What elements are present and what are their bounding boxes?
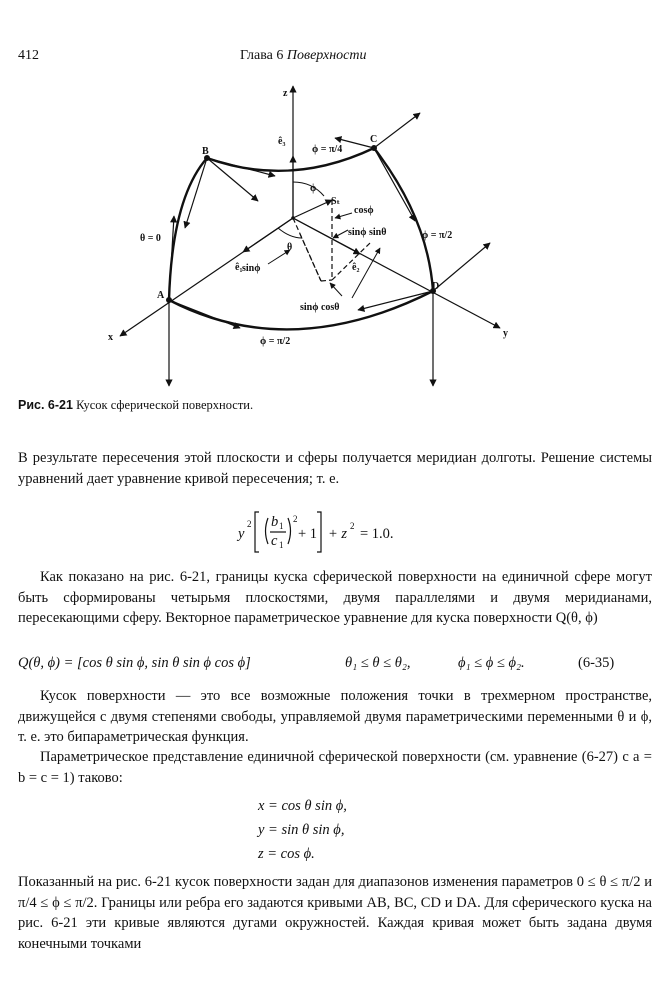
equation-1	[238, 508, 438, 556]
label-theta0: θ = 0	[140, 233, 161, 244]
eq1-exp-y: 2	[247, 519, 252, 529]
page-number: 412	[18, 48, 39, 63]
label-phi: ϕ	[310, 183, 317, 194]
edge-arrow	[169, 300, 240, 328]
paragraph-5: Показанный на рис. 6-21 кусок поверхности задан для диапазонов изменения параметров 0 ≤ θ ≤ π/2 и π/4 ≤ ϕ ≤ π/2. Границы или ребра его задаются кривыми AB, BC, CD и DA. Для сферического куска на рис. 6-21 эти кривые являются дугами окружностей. Каждая кривая может быть задана двумя конечными точками	[18, 874, 652, 952]
caption-label: Рис. 6-21	[18, 398, 73, 412]
point-origin	[291, 216, 295, 220]
label-z: z	[283, 88, 288, 99]
leader-arrow	[352, 248, 380, 298]
paragraph-1: В результате пересечения этой плоскости и сферы получается меридиан долготы. Решение системы уравнений дает уравнение кривой пересечения; т. е.	[18, 450, 652, 487]
paragraph-2: Как показано на рис. 6-21, границы куска сферической поверхности на единичной сфере могут быть сформированы четырьмя плоскостями, двумя параллелями и двумя меридианами, пересекающими сферу. Векторное параметрическое уравнение для куска поверхности Q(θ, ϕ)	[18, 569, 652, 626]
eq1-y: y	[238, 526, 245, 542]
eq1-exp-z: 2	[350, 521, 355, 531]
dashed-line	[321, 280, 332, 281]
eq3-line2: y = sin θ sin ϕ,	[258, 822, 345, 838]
curve-BC	[207, 148, 374, 171]
equation-sphere	[258, 794, 347, 866]
point-A	[166, 297, 172, 303]
edge-arrow	[433, 243, 490, 291]
edge-arrow	[374, 113, 420, 148]
label-C: C	[370, 134, 378, 145]
label-sinphicostheta: sinϕ cosθ	[300, 302, 340, 313]
eq2-lhs: Q(θ, ϕ) = [cos θ sin ϕ, sin θ sin ϕ cos ϕ]	[18, 655, 251, 671]
curve-CD	[374, 148, 433, 291]
eq3-line1: x = cos θ sin ϕ,	[258, 798, 347, 814]
edge-arrow	[169, 216, 174, 300]
e1-vector	[243, 218, 293, 252]
label-e2: ê₂	[352, 262, 360, 273]
figure-caption	[18, 398, 253, 413]
curve-AB	[169, 158, 207, 300]
label-e1: ê₁	[235, 262, 243, 273]
leader-arrow	[333, 230, 348, 238]
eq2-number: (6-35)	[578, 655, 615, 671]
label-phi-pi2-bottom: ϕ = π/2	[260, 336, 291, 347]
radius-vector	[293, 200, 332, 218]
eq2-range2: ϕ₁ ≤ ϕ ≤ ϕ₂.	[458, 655, 525, 671]
edge-arrow	[185, 158, 207, 228]
paragraph-3: Кусок поверхности — это все возможные положения точки в трехмерном пространстве, движущейся с двумя степенями свободы, управляемой двумя параметрическими переменными θ и ϕ, т. е. это бипараметрическая функция.	[18, 688, 652, 745]
edge-arrow	[374, 148, 415, 221]
point-C	[371, 145, 377, 151]
label-phi-pi4: ϕ = π/4	[312, 144, 343, 155]
label-D: D	[432, 281, 440, 292]
spherical-patch-figure	[90, 78, 530, 388]
label-St: Sₜ	[331, 196, 341, 207]
eq1-plus1: + 1	[298, 526, 318, 542]
leader-arrow	[330, 283, 342, 296]
label-x: x	[108, 332, 113, 343]
label-e3: ê₃	[278, 136, 286, 147]
eq1-c: c	[271, 533, 278, 549]
equation-6-35	[18, 655, 652, 672]
eq1-equals: = 1.0.	[360, 526, 394, 542]
paragraph-4: Параметрическое представление единичной сферической поверхности (см. уравнение (6-27) с a = b = c = 1) таково:	[18, 749, 652, 786]
caption-text: Кусок сферической поверхности.	[76, 398, 254, 412]
label-cosphi: cosϕ	[354, 205, 374, 216]
chapter-title: Поверхности	[286, 48, 367, 63]
chapter-label: Глава 6	[240, 48, 284, 63]
label-A: A	[157, 290, 165, 301]
running-header	[240, 48, 367, 64]
eq1-b-sub: 1	[279, 521, 284, 531]
label-theta: θ	[287, 242, 293, 253]
eq2-range1: θ₁ ≤ θ ≤ θ₂,	[345, 655, 411, 671]
label-sinphisintheta: sinϕ sinθ	[348, 227, 387, 238]
eq3-line3: z = cos ϕ.	[258, 846, 315, 862]
phi-arc	[293, 182, 324, 196]
label-B: B	[202, 146, 209, 157]
label-y: y	[503, 328, 508, 339]
leader-arrow	[335, 213, 352, 218]
eq1-c-sub: 1	[279, 540, 284, 550]
label-sinphi: sinϕ	[242, 263, 261, 274]
eq1-b: b	[271, 514, 279, 530]
eq1-plus-z: + z	[328, 526, 348, 542]
eq1-exp-frac: 2	[293, 514, 298, 524]
label-phi-pi2-right: ϕ = π/2	[422, 230, 453, 241]
